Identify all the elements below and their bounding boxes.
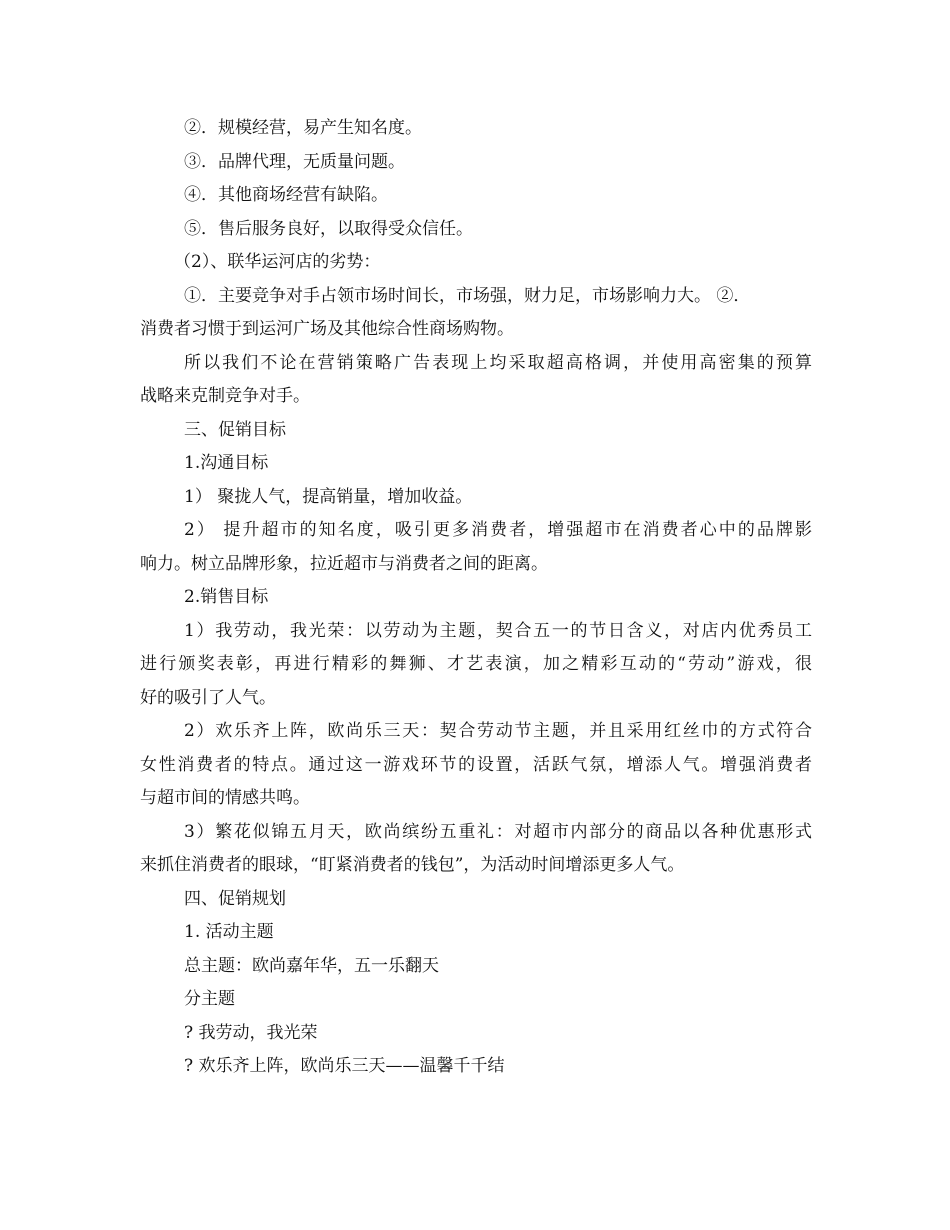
text-line: 好的吸引了人气。 xyxy=(140,687,276,708)
text-line: 进行颁奖表彰，再进行精彩的舞狮、才艺表演，加之精彩互动的“劳动”游戏，很 xyxy=(140,654,812,674)
text-line: 分主题 xyxy=(184,989,235,1009)
subsection-heading: 2.销售目标 xyxy=(184,587,269,607)
text-line: ④．其他商场经营有缺陷。 xyxy=(184,185,388,205)
text-line: 与超市间的情感共鸣。 xyxy=(140,788,310,808)
text-line: ⑤．售后服务良好，以取得受众信任。 xyxy=(184,218,473,239)
list-item: ? 欢乐齐上阵，欧尚乐三天——温馨千千结 xyxy=(184,1056,505,1076)
subsection-heading: 1.沟通目标 xyxy=(184,453,269,473)
text-line: 战略来克制竞争对手。 xyxy=(140,386,310,406)
text-line: 2） 提升超市的知名度，吸引更多消费者，增强超市在消费者心中的品牌影 xyxy=(184,520,812,540)
text-line: 来抓住消费者的眼球，“盯紧消费者的钱包”，为活动时间增添更多人气。 xyxy=(140,855,685,875)
text-line: ③．品牌代理，无质量问题。 xyxy=(184,151,405,172)
text-line: 总主题：欧尚嘉年华，五一乐翻天 xyxy=(184,955,439,976)
text-line: 女性消费者的特点。通过这一游戏环节的设置，活跃气氛，增添人气。增强消费者 xyxy=(140,754,812,775)
section-heading: 四、促销规划 xyxy=(184,888,286,909)
section-heading: 三、促销目标 xyxy=(184,419,286,440)
text-line: ①．主要竞争对手占领市场时间长，市场强，财力足，市场影响力大。 ②． xyxy=(184,285,751,306)
section-subheading: （2）、联华运河店的劣势： xyxy=(174,252,381,272)
document-page xyxy=(140,112,812,1084)
text-line: 1）我劳动，我光荣：以劳动为主题，契合五一的节日含义，对店内优秀员工 xyxy=(184,620,812,641)
text-line: 消费者习惯于到运河广场及其他综合性商场购物。 xyxy=(140,319,514,339)
text-line: 1） 聚拢人气，提高销量，增加收益。 xyxy=(184,486,473,507)
text-line: 响力。树立品牌形象，拉近超市与消费者之间的距离。 xyxy=(140,553,548,574)
text-line: ②．规模经营，易产生知名度。 xyxy=(184,118,422,138)
text-line: 2）欢乐齐上阵，欧尚乐三天：契合劳动节主题，并且采用红丝巾的方式符合 xyxy=(184,721,812,741)
subsection-heading: 1. 活动主题 xyxy=(184,922,274,942)
list-item: ? 我劳动，我光荣 xyxy=(184,1022,318,1043)
text-line: 3）繁花似锦五月天，欧尚缤纷五重礼：对超市内部分的商品以各种优惠形式 xyxy=(184,821,812,842)
text-line: 所以我们不论在营销策略广告表现上均采取超高格调，并使用高密集的预算 xyxy=(184,352,812,373)
